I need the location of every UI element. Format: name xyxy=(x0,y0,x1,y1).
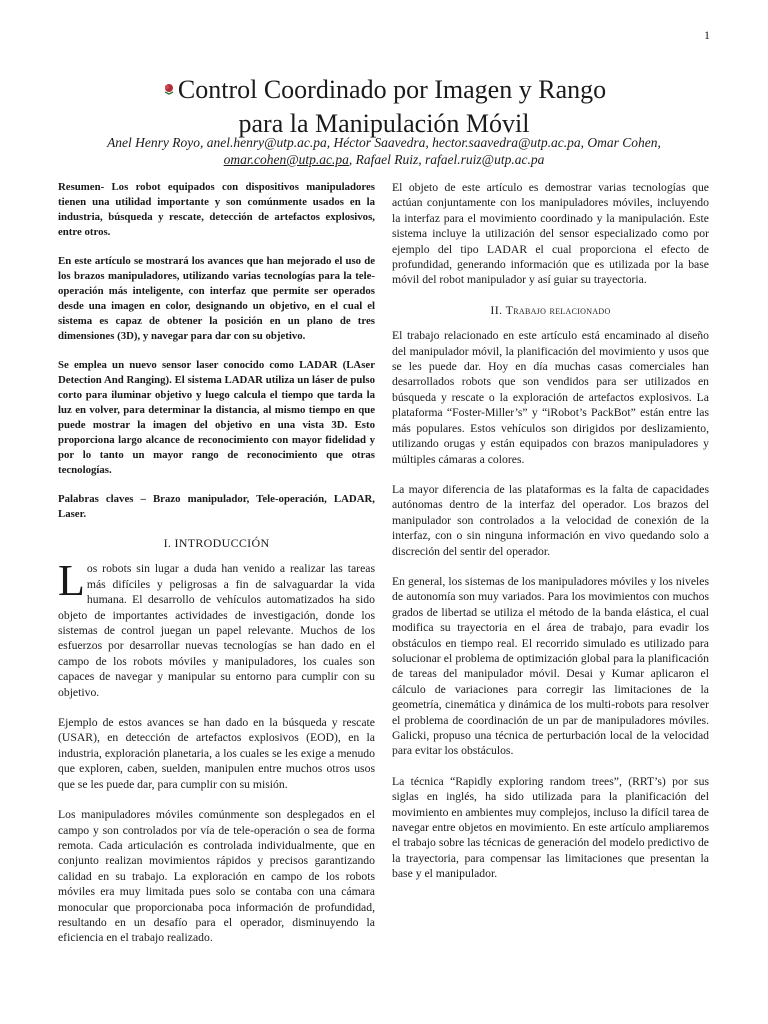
title-line-2: para la Manipulación Móvil xyxy=(238,109,530,138)
right-column xyxy=(392,180,709,897)
page-number: 1 xyxy=(704,28,710,42)
intro-paragraph-2: Ejemplo de estos avances se han dado en la búsqueda y rescate (USAR), en detección de artefactos explosivos (EOD), en la industria, exploración planetaria, a los cuales se les exige a menudo que exploren, caben, suelden, manipulen entre muchos otros usos que se les puede dar, para cumplir con su misión. xyxy=(58,716,375,791)
author-list xyxy=(60,134,708,168)
drop-cap: L xyxy=(58,556,85,606)
abstract xyxy=(58,180,375,522)
abstract-paragraph-2: En este artículo se mostrará los avances que han mejorado el uso de los brazos manipuladores, utilizando varias tecnologías para la tele-operación más inteligente, con interfaz que permite ser operados desde una imagen en color, designando un objetivo, en el cual el sistema es capaz de obtener la posición en un plano de tres dimensiones (3D), y navegar para dar con su objetivo. xyxy=(58,255,375,342)
rose-icon xyxy=(162,70,176,82)
abstract-paragraph-3: Se emplea un nuevo sensor laser conocido como LADAR (LAser Detection And Ranging). El sistema LADAR utiliza un láser de pulso corto para iluminar objetivo y luego calcula el tiempo que tarda la luz en volver, para determinar la distancia, al mismo tiempo en que puede mostrar la imagen del objetivo en una vista 3D. Esto proporciona largo alcance de reconocimiento con mayor fidelidad y por lo tanto un mayor rango de reconocimiento que otras tecnologías. xyxy=(58,359,375,476)
right-paragraph-1: El objeto de este artículo es demostrar varias tecnologías que actúan conjuntamente con los manipuladores móviles, incluyendo la interfaz para el movimiento coordinado y la manipulación. Este sistema incluye la utilización del sensor especializado como por ejemplo del tipo LADAR el cual proporciona el efecto de profundidad, generando información que es utilizada por la base móvil del robot manipulador y así guiar su trayectoria. xyxy=(392,181,709,287)
section-heading-trabajo-relacionado xyxy=(392,303,709,318)
intro-paragraph-3: Los manipuladores móviles comúnmente son desplegados en el campo y son controlados por vía de tele-operación o sea de forma remota. Cada articulación es controlada individualmente, que en conjunto realizan movimientos rápidos y precisos garantizando calidad en su trabajo. La exploración en campo de los robots móviles era muy limitada pues solo se contaba con una cámara monocular que proporcionaba poca información de profundidad, resultando en un desafío para el operador, disminuyendo la eficiencia en el trabajo realizado. xyxy=(58,808,375,945)
left-column xyxy=(58,180,375,961)
section-2-title: Trabajo relacionado xyxy=(505,302,611,317)
intro-paragraph-1 xyxy=(58,556,375,700)
related-paragraph-3: En general, los sistemas de los manipuladores móviles y los niveles de autonomía son muy variados. Para los movimientos con muchos grados de libertad se utiliza el método de la banda elástica, el cual modifica su trayectoria en el área de trabajo, para evadir los obstáculos en tiempo real. El recorrido simulado es utilizado para solucionar el problema de optimización global para la planificación de tareas del manipulador móvil. Desai y Kumar aplicaron el cálculo de variaciones para corregir las limitaciones de la geometría, cinemática y dinámica de los multi-robots para resolver el problema de coordinación de un par de manipuladores móviles. Galicki, propuso una técnica de perturbación local de la velocidad para evitar los obstáculos. xyxy=(392,574,709,758)
authors-line-1: Anel Henry Royo, anel.henry@utp.ac.pa, Héctor Saavedra, hector.saavedra@utp.ac.pa, Omar Cohen, xyxy=(107,135,661,150)
related-paragraph-1: El trabajo relacionado en este artículo está encaminado al diseño del manipulador móvil, la planificación del movimiento y usos que se les puede dar. Hoy en día muchas casas comerciales han desarrollados robots que son vendidos para ser utilizados en búsqueda y rescate o la exploración de artefactos explosivos. La plataforma “Foster-Miller’s” y “iRobot’s PackBot” están entre las más populares. Estos vehículos son dirigidos por deslizamiento, utilizando orugas y están equipados con brazos manipuladores y múltiples cámaras a colores. xyxy=(392,329,709,466)
section-heading-introduccion: I. INTRODUCCIÓN xyxy=(163,536,270,550)
related-paragraph-2: La mayor diferencia de las plataformas es la falta de capacidades autónomas dentro de la interfaz del operador. Los brazos del manipulador son controlados a la velocidad de conexión de la interfaz, con o sin ninguna información en vivo quedando solo a discreción del sentir del operador. xyxy=(392,482,709,558)
title-line-1: Control Coordinado por Imagen y Rango xyxy=(177,75,607,104)
section-2-number: II. xyxy=(490,302,503,317)
author-email-link[interactable]: omar.cohen@utp.ac.pa xyxy=(223,152,349,167)
related-paragraph-4: La técnica “Rapidly exploring random trees”, (RRT’s) por sus siglas en inglés, ha sido utilizada para la planificación del movimiento en ambientes muy complejos, incluso la difícil tarea de navegar entre objetos en movimiento. En este artículo ampliaremos el trabajo sobre las técnicas de generación del modelo predictivo de la trayectoria, para compensar las limitaciones que presentan la base y el manipulador. xyxy=(392,774,709,881)
keywords: Palabras claves – Brazo manipulador, Tele-operación, LADAR, Laser. xyxy=(58,493,375,520)
paper-title xyxy=(60,70,708,141)
abstract-paragraph-1: Resumen- Los robot equipados con dispositivos manipuladores tienen una utilidad importante y son comúnmente usados en la industria, búsqueda y rescate, detección de artefactos explosivos, entre otros. xyxy=(58,181,375,238)
authors-line-2: , Rafael Ruiz, rafael.ruiz@utp.ac.pa xyxy=(348,152,545,167)
intro-paragraph-1-text: os robots sin lugar a duda han venido a realizar las tareas más difíciles y peligrosas a fin de salvaguardar la vida humana. El desarrollo de vehículos automatizados ha sido objeto de importantes actividades de investigación, donde los sistemas de control juegan un papel relevante. Muchos de los esfuerzos por desarrollar nuevas tecnologías se han dado en el campo de los robots móviles y manipuladores, los cuales son capaces de navegar y manipular su entorno para cumplir con su objetivo. xyxy=(58,562,375,699)
